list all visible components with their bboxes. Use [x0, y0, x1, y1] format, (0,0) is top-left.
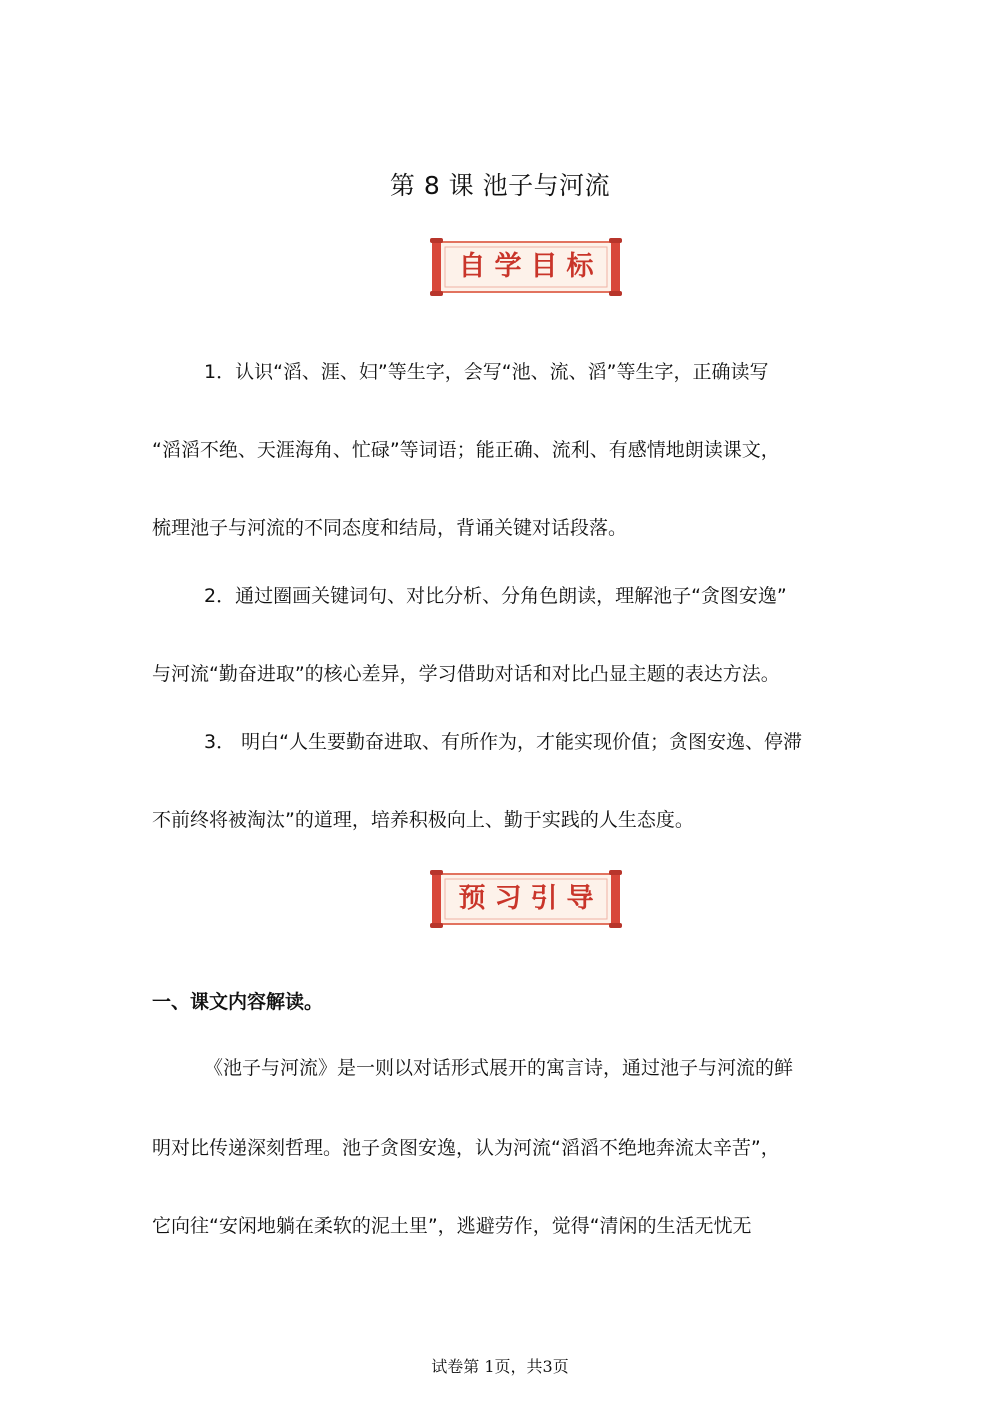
goal-2-line-1: 2．通过圈画关键词句、对比分析、分角色朗读，理解池子“贪图安逸” [204, 585, 787, 607]
lesson-title: 第 8 课 池子与河流 [389, 171, 611, 200]
preview-line-2: 明对比传递深刻哲理。池子贪图安逸，认为河流“滔滔不绝地奔流太辛苦”， [152, 1137, 780, 1159]
section-heading: 一、课文内容解读。 [152, 991, 324, 1013]
preview-banner-label: 预习引导 [458, 883, 603, 914]
goal-1-line-1: 1．认识“滔、涯、妇”等生字，会写“池、流、滔”等生字，正确读写 [204, 361, 769, 383]
goal-3-line-1: 3． 明白“人生要勤奋进取、有所作为，才能实现价值；贪图安逸、停滞 [204, 731, 802, 753]
goals-banner [430, 238, 622, 296]
goal-1-line-3: 梳理池子与河流的不同态度和结局，背诵关键对话段落。 [152, 517, 628, 539]
goal-1-line-2: “滔滔不绝、天涯海角、忙碌”等词语；能正确、流利、有感情地朗读课文， [152, 439, 780, 461]
preview-line-3: 它向往“安闲地躺在柔软的泥土里”，逃避劳作，觉得“清闲的生活无忧无 [152, 1215, 752, 1237]
preview-banner [430, 870, 622, 928]
preview-line-1: 《池子与河流》是一则以对话形式展开的寓言诗，通过池子与河流的鲜 [204, 1057, 794, 1079]
page-footer: 试卷第 1页，共3页 [431, 1357, 569, 1376]
goal-3-line-2: 不前终将被淘汰”的道理，培养积极向上、勤于实践的人生态度。 [152, 809, 694, 831]
goals-banner-label: 自学目标 [458, 251, 603, 282]
goal-2-line-2: 与河流“勤奋进取”的核心差异，学习借助对话和对比凸显主题的表达方法。 [152, 663, 780, 685]
